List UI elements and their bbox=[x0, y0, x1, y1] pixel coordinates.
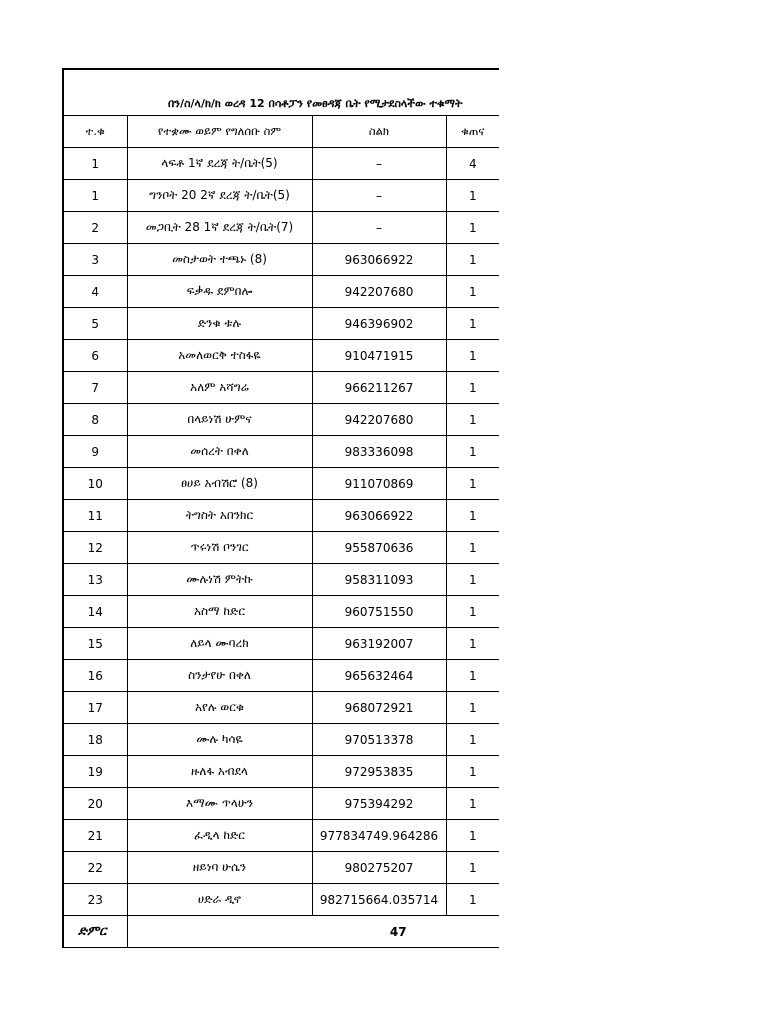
row-qty-cell[interactable]: 1 bbox=[446, 692, 499, 724]
table-row bbox=[63, 212, 499, 244]
row-name-cell[interactable]: መሰረት በቀለ bbox=[127, 436, 312, 468]
total-label[interactable]: ድምር bbox=[63, 916, 127, 948]
row-num-cell[interactable]: 8 bbox=[63, 404, 127, 436]
table-row bbox=[63, 884, 499, 916]
row-name-cell[interactable]: በላይነሽ ሁምና bbox=[127, 404, 312, 436]
row-name-cell[interactable]: ፍቃዱ ደምበሎ bbox=[127, 276, 312, 308]
table-row bbox=[63, 244, 499, 276]
row-qty-cell[interactable]: 1 bbox=[446, 404, 499, 436]
row-qty-cell[interactable]: 1 bbox=[446, 500, 499, 532]
table-title-cell[interactable] bbox=[63, 69, 499, 116]
row-num-cell[interactable]: 11 bbox=[63, 500, 127, 532]
row-name-cell[interactable]: ሙሉነሽ ምትኩ bbox=[127, 564, 312, 596]
row-phone-cell[interactable]: 982715664.035714 bbox=[312, 884, 446, 916]
row-qty-cell[interactable]: 1 bbox=[446, 628, 499, 660]
row-qty-cell[interactable]: 1 bbox=[446, 468, 499, 500]
row-phone-cell[interactable]: 980275207 bbox=[312, 852, 446, 884]
table-row bbox=[63, 500, 499, 532]
row-phone-cell[interactable]: 958311093 bbox=[312, 564, 446, 596]
total-row bbox=[63, 916, 499, 948]
row-phone-cell[interactable]: 966211267 bbox=[312, 372, 446, 404]
row-name-cell[interactable]: ፀሀይ አብሽሮ (8) bbox=[127, 468, 312, 500]
row-num-cell[interactable]: 5 bbox=[63, 308, 127, 340]
row-name-cell[interactable]: አየሉ ወርቁ bbox=[127, 692, 312, 724]
row-qty-cell[interactable]: 1 bbox=[446, 724, 499, 756]
table-row bbox=[63, 340, 499, 372]
row-name-cell[interactable]: ሀድራ ዲኖ bbox=[127, 884, 312, 916]
table-row bbox=[63, 308, 499, 340]
row-name-cell[interactable]: አለም አሻግሬ bbox=[127, 372, 312, 404]
row-num-cell[interactable]: 12 bbox=[63, 532, 127, 564]
row-name-cell[interactable]: አመለወርቅ ተስፋዬ bbox=[127, 340, 312, 372]
row-phone-cell[interactable]: 968072921 bbox=[312, 692, 446, 724]
row-qty-cell[interactable]: 1 bbox=[446, 180, 499, 212]
row-name-cell[interactable]: ሙሉ ካሳዬ bbox=[127, 724, 312, 756]
row-phone-cell[interactable]: – bbox=[312, 148, 446, 180]
total-value[interactable]: 47 bbox=[127, 916, 499, 948]
row-num-cell[interactable]: 20 bbox=[63, 788, 127, 820]
row-name-cell[interactable]: ትግስት አበንክር bbox=[127, 500, 312, 532]
header-name[interactable]: የተቋሙ ወይም የግለሰቡ ስም bbox=[127, 116, 312, 148]
row-phone-cell[interactable]: 911070869 bbox=[312, 468, 446, 500]
row-num-cell[interactable]: 7 bbox=[63, 372, 127, 404]
table-row bbox=[63, 596, 499, 628]
row-qty-cell[interactable]: 1 bbox=[446, 596, 499, 628]
row-phone-cell[interactable]: 963192007 bbox=[312, 628, 446, 660]
header-num[interactable]: ተ.ቁ bbox=[63, 116, 127, 148]
row-phone-cell[interactable]: 955870636 bbox=[312, 532, 446, 564]
data-table bbox=[62, 68, 499, 948]
row-name-cell[interactable]: ዙለፋ አብደላ bbox=[127, 756, 312, 788]
row-qty-cell[interactable]: 1 bbox=[446, 276, 499, 308]
row-qty-cell[interactable]: 1 bbox=[446, 820, 499, 852]
row-phone-cell[interactable]: 963066922 bbox=[312, 244, 446, 276]
title-row bbox=[63, 69, 499, 116]
row-num-cell[interactable]: 22 bbox=[63, 852, 127, 884]
row-phone-cell[interactable]: 960751550 bbox=[312, 596, 446, 628]
table-row bbox=[63, 628, 499, 660]
row-qty-cell[interactable]: 1 bbox=[446, 436, 499, 468]
row-qty-cell[interactable]: 1 bbox=[446, 884, 499, 916]
table-row bbox=[63, 660, 499, 692]
row-name-cell[interactable]: መስታወት ተጫኑ (8) bbox=[127, 244, 312, 276]
row-name-cell[interactable]: ግንቦት 20 2ኛ ደረጃ ት/ቤት(5) bbox=[127, 180, 312, 212]
row-name-cell[interactable]: ላፍቶ 1ኛ ደረጃ ት/ቤት(5) bbox=[127, 148, 312, 180]
row-phone-cell[interactable]: 942207680 bbox=[312, 404, 446, 436]
table-row bbox=[63, 372, 499, 404]
table-row bbox=[63, 404, 499, 436]
row-qty-cell[interactable]: 1 bbox=[446, 308, 499, 340]
row-qty-cell[interactable]: 1 bbox=[446, 660, 499, 692]
table-row bbox=[63, 468, 499, 500]
row-qty-cell[interactable]: 4 bbox=[446, 148, 499, 180]
row-phone-cell[interactable]: 970513378 bbox=[312, 724, 446, 756]
table-row bbox=[63, 788, 499, 820]
row-qty-cell[interactable]: 1 bbox=[446, 852, 499, 884]
table-row bbox=[63, 436, 499, 468]
row-num-cell[interactable]: 15 bbox=[63, 628, 127, 660]
row-num-cell[interactable]: 17 bbox=[63, 692, 127, 724]
row-num-cell[interactable]: 9 bbox=[63, 436, 127, 468]
row-phone-cell[interactable]: 910471915 bbox=[312, 340, 446, 372]
header-phone[interactable]: ስልክ bbox=[312, 116, 446, 148]
row-num-cell[interactable]: 4 bbox=[63, 276, 127, 308]
row-num-cell[interactable]: 2 bbox=[63, 212, 127, 244]
table-row bbox=[63, 692, 499, 724]
table-row bbox=[63, 180, 499, 212]
row-name-cell[interactable]: ለይላ ሙባረክ bbox=[127, 628, 312, 660]
table-row bbox=[63, 852, 499, 884]
row-qty-cell[interactable]: 1 bbox=[446, 212, 499, 244]
row-qty-cell[interactable]: 1 bbox=[446, 564, 499, 596]
row-phone-cell[interactable]: 977834749.964286 bbox=[312, 820, 446, 852]
row-phone-cell[interactable]: 963066922 bbox=[312, 500, 446, 532]
table-row bbox=[63, 756, 499, 788]
row-num-cell[interactable]: 3 bbox=[63, 244, 127, 276]
row-num-cell[interactable]: 18 bbox=[63, 724, 127, 756]
row-num-cell[interactable]: 16 bbox=[63, 660, 127, 692]
row-phone-cell[interactable]: 946396902 bbox=[312, 308, 446, 340]
header-row bbox=[63, 116, 499, 148]
row-name-cell[interactable]: አስማ ከድር bbox=[127, 596, 312, 628]
row-num-cell[interactable]: 21 bbox=[63, 820, 127, 852]
row-phone-cell[interactable]: 983336098 bbox=[312, 436, 446, 468]
row-num-cell[interactable]: 13 bbox=[63, 564, 127, 596]
row-name-cell[interactable]: መጋቢት 28 1ኛ ደረጃ ት/ቤት(7) bbox=[127, 212, 312, 244]
spreadsheet bbox=[62, 68, 498, 948]
row-num-cell[interactable]: 6 bbox=[63, 340, 127, 372]
table-row bbox=[63, 724, 499, 756]
row-phone-cell[interactable]: – bbox=[312, 212, 446, 244]
row-name-cell[interactable]: ስንታየሁ በቀለ bbox=[127, 660, 312, 692]
row-num-cell[interactable]: 23 bbox=[63, 884, 127, 916]
table-row bbox=[63, 276, 499, 308]
row-phone-cell[interactable]: 965632464 bbox=[312, 660, 446, 692]
row-num-cell[interactable]: 1 bbox=[63, 180, 127, 212]
table-row bbox=[63, 148, 499, 180]
row-name-cell[interactable]: ድንቁ ቱሉ bbox=[127, 308, 312, 340]
row-name-cell[interactable]: ዘይነባ ሁሴን bbox=[127, 852, 312, 884]
row-phone-cell[interactable]: 942207680 bbox=[312, 276, 446, 308]
table-row bbox=[63, 820, 499, 852]
table-row bbox=[63, 564, 499, 596]
row-num-cell[interactable]: 1 bbox=[63, 148, 127, 180]
table-title: በን/ስ/ላ/ክ/ክ ወረዳ 12 በሳቶፓን የመፀዳጃ ቤት የሚታደስላችው ተቁማት bbox=[168, 97, 463, 110]
row-num-cell[interactable]: 10 bbox=[63, 468, 127, 500]
header-qty[interactable]: ቁጠና bbox=[446, 116, 499, 148]
row-phone-cell[interactable]: 975394292 bbox=[312, 788, 446, 820]
row-phone-cell[interactable]: – bbox=[312, 180, 446, 212]
row-qty-cell[interactable]: 1 bbox=[446, 756, 499, 788]
row-qty-cell[interactable]: 1 bbox=[446, 788, 499, 820]
row-name-cell[interactable]: ፈዲላ ከድር bbox=[127, 820, 312, 852]
row-phone-cell[interactable]: 972953835 bbox=[312, 756, 446, 788]
row-qty-cell[interactable]: 1 bbox=[446, 372, 499, 404]
row-name-cell[interactable]: ጥሩነሽ ቦንገር bbox=[127, 532, 312, 564]
row-qty-cell[interactable]: 1 bbox=[446, 340, 499, 372]
row-qty-cell[interactable]: 1 bbox=[446, 532, 499, 564]
row-num-cell[interactable]: 19 bbox=[63, 756, 127, 788]
row-num-cell[interactable]: 14 bbox=[63, 596, 127, 628]
row-qty-cell[interactable]: 1 bbox=[446, 244, 499, 276]
table-row bbox=[63, 532, 499, 564]
row-name-cell[interactable]: እማሙ ጥላሁን bbox=[127, 788, 312, 820]
